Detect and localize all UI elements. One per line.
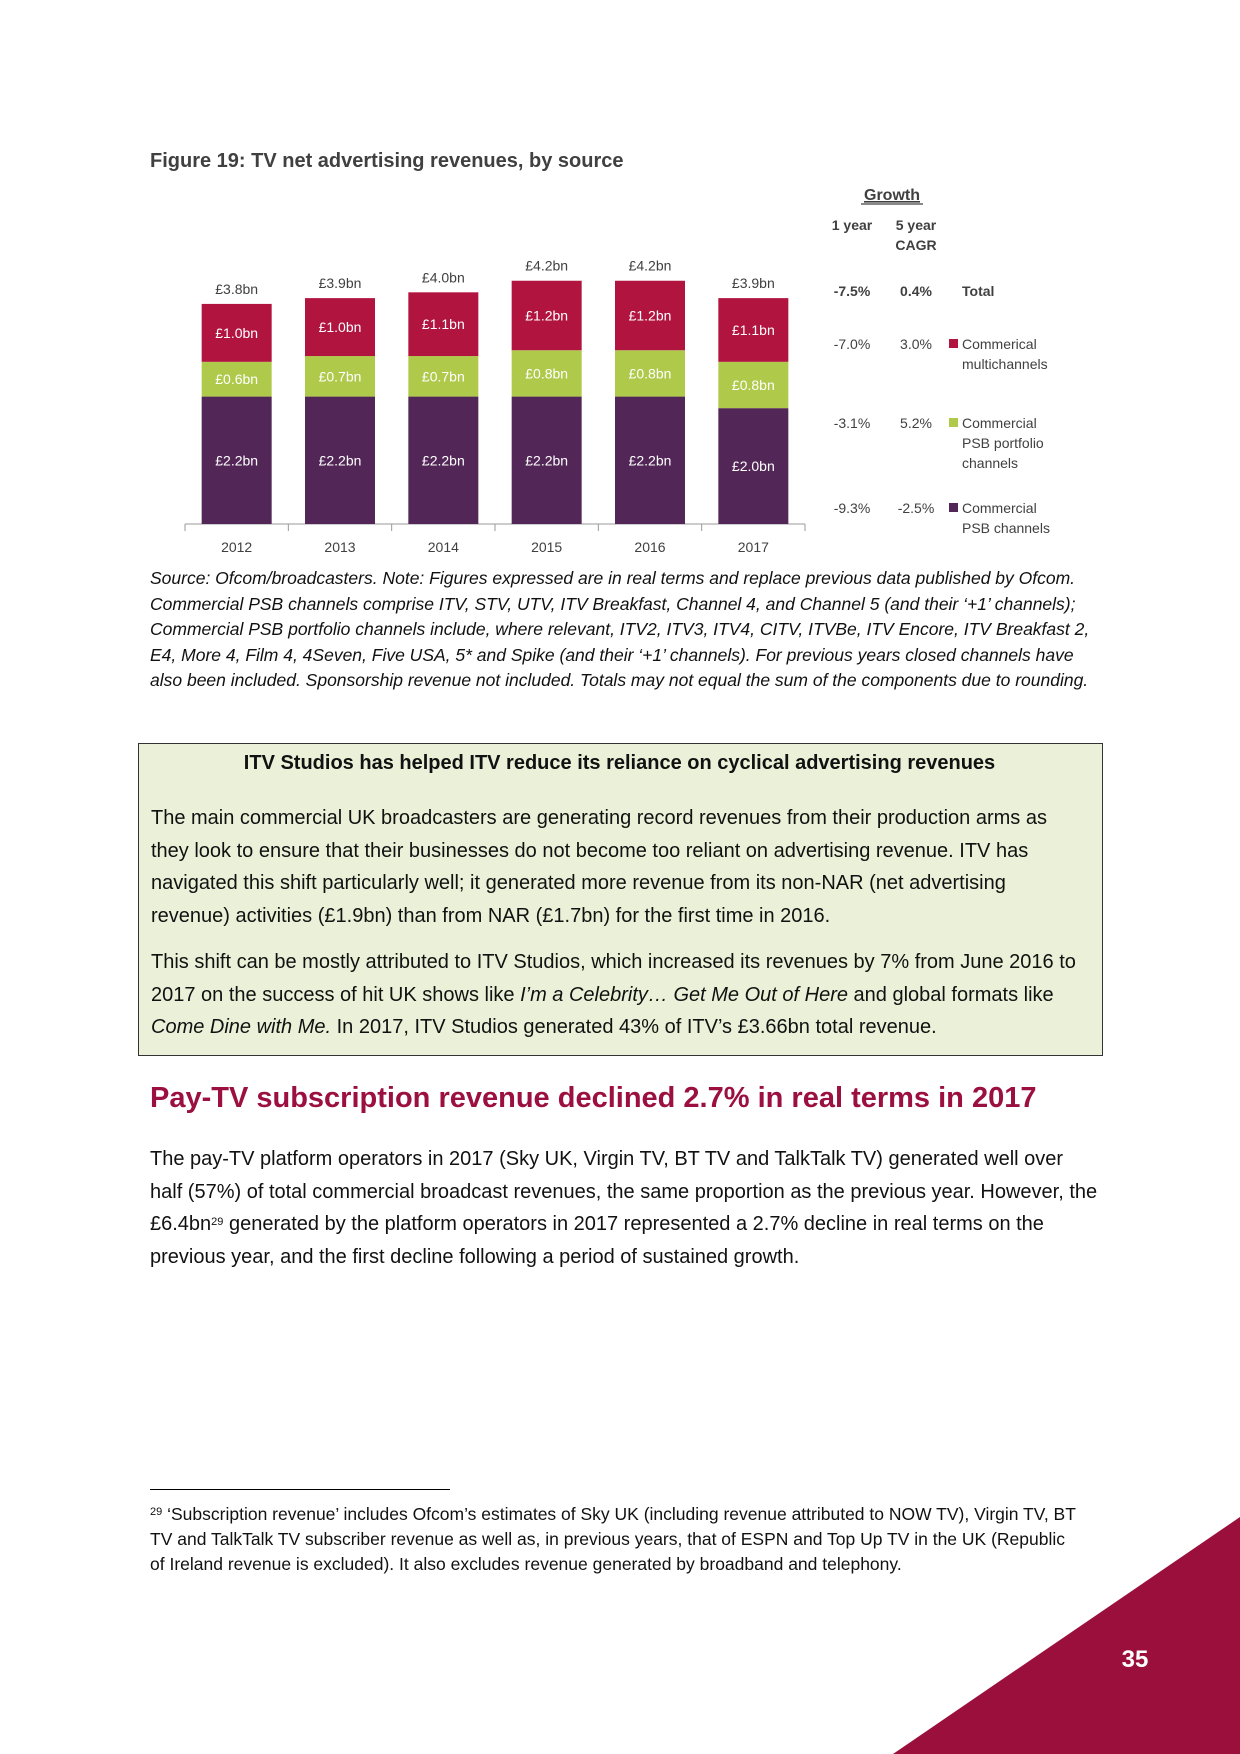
callout-title: ITV Studios has helped ITV reduce its reliance on cyclical advertising revenues bbox=[243, 752, 996, 774]
bar-segment-label: £2.2bn bbox=[525, 452, 569, 469]
source-note-text: Source: Ofcom/broadcasters. Note: Figures expressed are in real terms and replace previous data published by Ofcom. Commercial PSB channels comprise ITV, STV, UTV, ITV Breakfast, Channel 4, and Channel 5 (and their ‘+1’ channels); Commercial PSB portfolio channels include, where relevant, ITV2, ITV3, ITV4, CITV, ITVBe, ITV Encore, ITV Breakfast 2, E4, More 4, Film 4, 4Seven, Five USA, 5* and Spike (and their ‘+1’ channels). For previous years closed channels have also been included. Sponsorship revenue not included. Totals may not equal the sum of the components due to rounding. bbox=[150, 568, 1090, 690]
section-body-text-a: The pay-TV platform operators in 2017 (Sky UK, Virgin TV, BT TV and TalkTalk TV) generated well over half (57%) of total commercial broadcast revenues, the same proportion as the previous year. However, the £6.4bn bbox=[150, 1148, 1098, 1235]
bar-segment-label: £1.1bn bbox=[421, 316, 465, 333]
bar-total-label: £3.9bn bbox=[731, 275, 775, 292]
bar-segment-label: £0.6bn bbox=[215, 371, 259, 388]
section-body-text-b: generated by the platform operators in 2017 represented a 2.7% decline in real terms on the previous year, and the first decline following a period of sustained growth. bbox=[150, 1213, 1044, 1268]
growth-1-year-value: -7.5% bbox=[833, 283, 871, 299]
legend-label: Commercial bbox=[962, 500, 1037, 516]
growth-1-year-value: -9.3% bbox=[833, 500, 871, 516]
bar-segment-label: £2.2bn bbox=[318, 452, 362, 469]
legend-label: PSB channels bbox=[962, 520, 1050, 536]
bar-segment-label: £2.2bn bbox=[628, 452, 672, 469]
callout-paragraph-1: The main commercial UK broadcasters are generating record revenues from their production arms as they look to ensure that their businesses do not become too reliant on advertising revenue. ITV has navigated this shift particularly well; it generated more revenue from its non-NAR (net advertising revenue) activities (£1.9bn) than from NAR (£1.7bn) for the first time in 2016. bbox=[151, 807, 1047, 927]
growth-5-year-value: -2.5% bbox=[897, 500, 935, 516]
x-tick-label: 2013 bbox=[324, 539, 356, 555]
bar-total-label: £3.8bn bbox=[215, 280, 259, 297]
bar-total-label: £3.9bn bbox=[318, 275, 362, 292]
callout-p2-title-come-dine: Come Dine with Me. bbox=[151, 1016, 332, 1038]
x-tick-label: 2012 bbox=[221, 539, 253, 555]
bar-total-label: £4.0bn bbox=[421, 269, 465, 286]
legend-label: Total bbox=[962, 283, 995, 299]
bar-segment-label: £2.0bn bbox=[731, 458, 775, 475]
bar-segment-label: £1.0bn bbox=[318, 319, 362, 336]
growth-col-cagr: CAGR bbox=[895, 237, 937, 253]
growth-col-1-year: 1 year bbox=[831, 217, 873, 233]
growth-5-year-value: 3.0% bbox=[900, 336, 932, 352]
section-heading: Pay-TV subscription revenue declined 2.7% in real terms in 2017 bbox=[150, 1082, 1037, 1114]
bar-segment-label: £2.2bn bbox=[421, 452, 465, 469]
legend-label: PSB portfolio bbox=[962, 435, 1044, 451]
callout-p2-text-a: This shift can be mostly attributed to ITV Studios, which increased its revenues by 7% from June 2016 to 2017 on the success of hit UK shows like bbox=[151, 951, 1076, 1006]
bar-total-label: £4.2bn bbox=[628, 257, 672, 274]
footnote-reference[interactable]: 29 bbox=[211, 1216, 224, 1228]
page-number: 35 bbox=[1121, 1646, 1149, 1673]
bar-segment-label: £1.2bn bbox=[628, 307, 672, 324]
growth-1-year-value: -7.0% bbox=[833, 336, 871, 352]
x-tick-label: 2016 bbox=[634, 539, 666, 555]
growth-1-year-value: -3.1% bbox=[833, 415, 871, 431]
bar-segment-label: £2.2bn bbox=[215, 452, 259, 469]
bar-segment-label: £1.2bn bbox=[525, 307, 569, 324]
growth-col-5-year: 5 year bbox=[895, 217, 937, 233]
bar-segment-label: £0.7bn bbox=[318, 368, 362, 385]
bar-segment-label: £0.8bn bbox=[628, 365, 672, 382]
footnote-text: ‘Subscription revenue’ includes Ofcom’s estimates of Sky UK (including revenue attributed to NOW TV), Virgin TV, BT TV and TalkTalk TV subscriber revenue as well as, in previous years, that of ESPN and Top Up TV in the UK (Republic of Ireland revenue is excluded). It also excludes revenue generated by broadband and telephony. bbox=[150, 1504, 1076, 1574]
x-tick-label: 2014 bbox=[427, 539, 459, 555]
figure-title: Figure 19: TV net advertising revenues, by source bbox=[150, 150, 624, 172]
x-tick-label: 2015 bbox=[531, 539, 563, 555]
legend-label: channels bbox=[962, 455, 1019, 471]
legend-label: Commerical bbox=[962, 336, 1037, 352]
bar-segment-label: £1.0bn bbox=[215, 324, 259, 341]
footnote-number: 29 bbox=[150, 1506, 163, 1518]
legend-label: Commercial bbox=[962, 415, 1037, 431]
bar-segment-label: £0.8bn bbox=[525, 365, 569, 382]
callout-p2-text-b: and global formats like bbox=[847, 983, 1054, 1006]
bar-segment-label: £1.1bn bbox=[731, 321, 775, 338]
corner-triangle bbox=[893, 1517, 1240, 1754]
growth-5-year-value: 0.4% bbox=[900, 283, 932, 299]
bar-total-label: £4.2bn bbox=[525, 257, 569, 274]
callout-p2-text-c: In 2017, ITV Studios generated 43% of ITV’s £3.66bn total revenue. bbox=[331, 1016, 937, 1038]
bar-segment-label: £0.8bn bbox=[731, 376, 775, 393]
callout-p2-title-celebrity: I’m a Celebrity… Get Me Out of Here bbox=[520, 983, 848, 1006]
legend-label: multichannels bbox=[962, 356, 1048, 372]
x-tick-label: 2017 bbox=[737, 539, 769, 555]
bar-segment-label: £0.7bn bbox=[421, 368, 465, 385]
growth-header: Growth bbox=[864, 187, 920, 204]
growth-5-year-value: 5.2% bbox=[900, 415, 932, 431]
